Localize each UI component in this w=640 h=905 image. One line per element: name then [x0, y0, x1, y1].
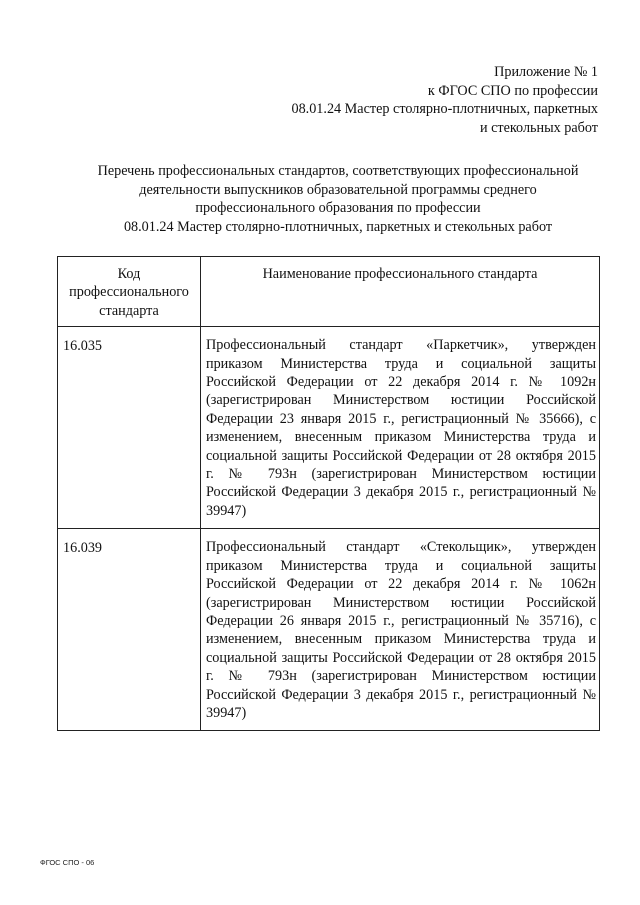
page-footer: ФГОС СПО - 06: [40, 858, 95, 867]
header-code: Код профессионального стандарта: [58, 257, 201, 327]
document-heading: [40, 162, 636, 236]
appendix-profession-name: и стекольных работ: [479, 119, 598, 136]
standard-description: Профессиональный стандарт «Стекольщик», утвержден приказом Министерства труда и социальной защиты Российской Федерации от 22 декабря 2014 г. № 1062н (зарегистрирован Министерством юстиции Российской Федерации 26 января 2015 г., регистрационный № 35716), с изменением, внесенным приказом Министерства труда и социальной защиты Российской Федерации от 28 октября 2015 г. № 793н (зарегистрирован Министерством юстиции Российской Федерации 3 декабря 2015 г., регистрационный № 39947): [201, 529, 600, 731]
appendix-profession-code: 08.01.24 Мастер столярно-плотничных, паркетных: [291, 101, 598, 117]
standards-table: [57, 256, 600, 731]
heading-line-4: 08.01.24 Мастер столярно-плотничных, паркетных и стекольных работ: [123, 218, 553, 235]
heading-line-2: деятельности выпускников образовательной программы среднего: [139, 181, 537, 198]
heading-line-1: Перечень профессиональных стандартов, соответствующих профессиональной: [97, 163, 579, 179]
heading-line-3: профессионального образования по профессии: [195, 200, 481, 216]
standard-description: Профессиональный стандарт «Паркетчик», утвержден приказом Министерства труда и социальной защиты Российской Федерации от 22 декабря 2014 г. № 1092н (зарегистрирован Министерством юстиции Российской Федерации 23 января 2015 г., регистрационный № 35666), с изменением, внесенным приказом Министерства труда и социальной защиты Российской Федерации от 28 октября 2015 г. № 793н (зарегистрирован Министерством юстиции Российской Федерации 3 декабря 2015 г., регистрационный № 39947): [201, 327, 600, 529]
table-row: [58, 327, 600, 529]
standard-code: 16.039: [58, 529, 201, 731]
header-name: Наименование профессионального стандарта: [201, 257, 600, 327]
appendix-number: Приложение № 1: [494, 64, 598, 80]
standard-code: 16.035: [58, 327, 201, 529]
table-header-row: [58, 257, 600, 327]
appendix-reference: к ФГОС СПО по профессии: [427, 82, 598, 99]
table-row: [58, 529, 600, 731]
appendix-block: [291, 63, 598, 137]
